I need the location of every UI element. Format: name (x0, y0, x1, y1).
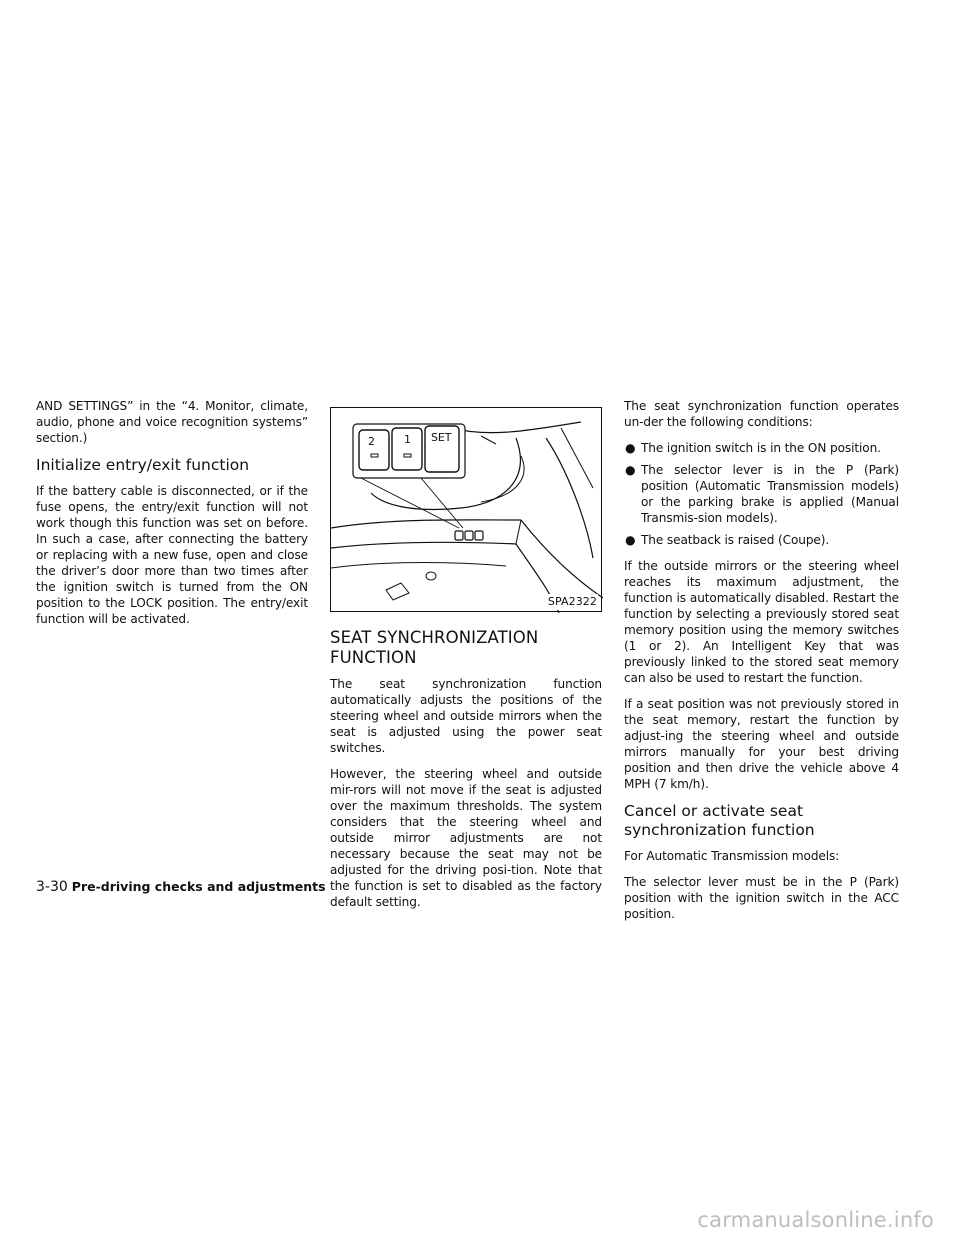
switch-label-1: 1 (404, 433, 411, 446)
not-stored-paragraph: If a seat position was not previously stored in the seat memory, restart the function by adjust-ing the steering wheel and outside mirrors manually for your best driving position and then drive the vehicle above 4 MPH (7 km/h). (624, 697, 899, 791)
automatic-models-label: For Automatic Transmission models: (624, 849, 840, 863)
disable-paragraph: If the outside mirrors or the steering wheel reaches its maximum adjustment, the function is automatically disabled. Restart the function by selecting a previously stored seat memory position using the memory switches (1 or 2). An Intelligent Key that was previously linked to the stored seat memory can also be used to restart the function. (624, 559, 899, 685)
conditions-list (624, 440, 899, 548)
page-footer (36, 879, 326, 895)
list-item-text: The seatback is raised (Coupe). (641, 533, 830, 547)
column-left (36, 398, 308, 637)
list-item (624, 440, 899, 456)
list-item (624, 462, 899, 526)
initialize-body: If the battery cable is disconnected, or if the fuse opens, the entry/exit function will not work though this function was set on before. In such a case, after connecting the battery or replacing with a new fuse, open and close the driver’s door more than two times after the ignition switch is turned from the ON position to the LOCK position. The entry/exit function will be activated. (36, 484, 308, 626)
page-number: 3-30 (36, 879, 68, 895)
switch-label-2: 2 (368, 435, 375, 448)
list-item-text: The selector lever is in the P (Park) position (Automatic Transmission models) or the parking brake is applied (Manual Transmis-sion models). (641, 463, 899, 525)
bullet-icon: ● (625, 533, 636, 547)
bullet-icon: ● (625, 441, 636, 455)
column-right (624, 398, 899, 932)
seat-sync-paragraph-2: However, the steering wheel and outside mir-rors will not move if the seat is adjusted over the maximum thresholds. The system considers that the steering wheel and outside mirror adjustments are not necessary because the seat may not be adjusted for the driving posi-tion. Note that the function is set to disabled as the factory default setting. (330, 767, 602, 909)
bullet-icon: ● (625, 463, 636, 477)
initialize-heading: Initialize entry/exit function (36, 456, 250, 474)
site-watermark: carmanualsonline.info (697, 1208, 934, 1232)
figure-label: SPA2322 (547, 595, 597, 608)
list-item (624, 532, 899, 548)
switch-label-set: SET (431, 431, 452, 444)
list-item-text: The ignition switch is in the ON position. (641, 441, 881, 455)
intro-paragraph: AND SETTINGS” in the “4. Monitor, climate, audio, phone and voice recognition systems” section.) (36, 399, 308, 445)
selector-lever-paragraph: The selector lever must be in the P (Park) position with the ignition switch in the ACC position. (624, 875, 899, 921)
chapter-title: Pre-driving checks and adjustments (71, 879, 326, 894)
cancel-activate-heading: Cancel or activate seat synchronization function (624, 802, 815, 839)
memory-switch-figure (330, 407, 602, 612)
seat-sync-paragraph-1: The seat synchronization function automatically adjusts the positions of the steering wheel and outside mirrors when the seat is adjusted using the power seat switches. (330, 677, 602, 755)
conditions-intro: The seat synchronization function operates un-der the following conditions: (624, 399, 899, 429)
column-middle (330, 407, 602, 920)
seat-sync-heading: SEAT SYNCHRONIZATION FUNCTION (330, 628, 539, 667)
